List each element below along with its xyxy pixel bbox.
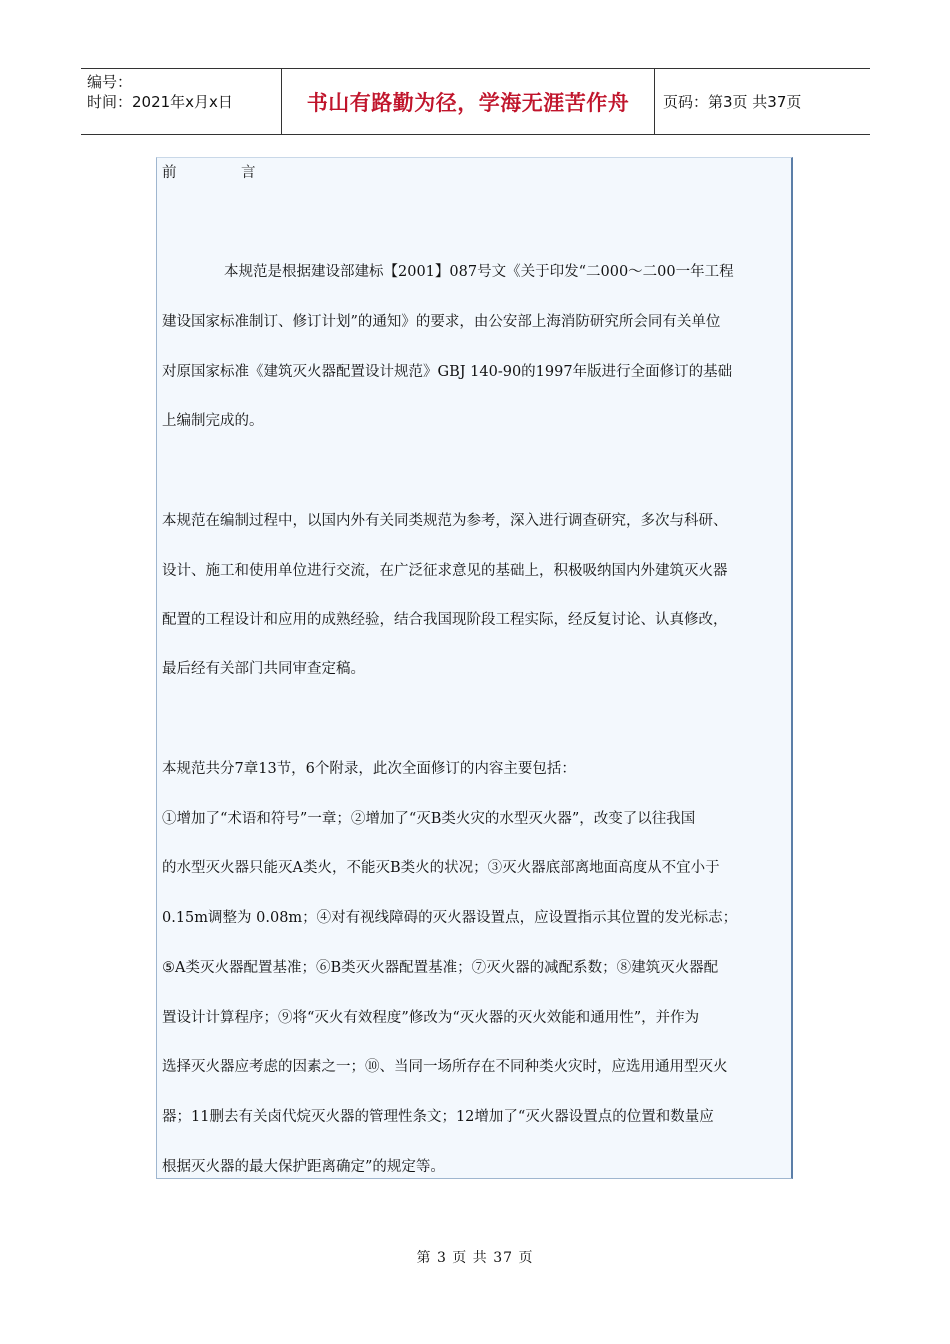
para2-line: 最后经有关部门共同审查定稿。 xyxy=(162,661,365,677)
page-footer xyxy=(0,1247,950,1267)
para3-line: ①增加了“术语和符号”一章；②增加了“灭B类火灾的水型灭火器”，改变了以往我国 xyxy=(162,811,696,827)
serial-label: 编号： xyxy=(87,73,133,91)
heading-char-2: 言 xyxy=(241,165,256,181)
para1-line: 对原国家标准《建筑灭火器配置设计规范》GBJ 140-90的1997年版进行全面修订的基础 xyxy=(162,364,733,380)
para2-line: 配置的工程设计和应用的成熟经验，结合我国现阶段工程实际，经反复讨论、认真修改， xyxy=(162,612,728,628)
page-info-cell xyxy=(655,69,870,134)
content-box xyxy=(156,157,793,1179)
para3-line: 根据灭火器的最大保护距离确定”的规定等。 xyxy=(162,1159,445,1175)
page-info-text: 页码：第3页 共37页 xyxy=(663,93,802,111)
para1-line: 本规范是根据建设部建标【2001】087号文《关于印发“二000～二00一年工程 xyxy=(224,264,734,280)
header-meta-cell xyxy=(81,69,282,134)
para3-line: 器；11删去有关卤代烷灭火器的管理性条文；12增加了“灭火器设置点的位置和数量应 xyxy=(162,1109,714,1125)
header-table xyxy=(81,68,870,135)
para3-line: 本规范共分7章13节，6个附录，此次全面修订的内容主要包括： xyxy=(162,761,576,777)
motto-cell xyxy=(282,69,655,134)
motto-text: 书山有路勤为径，学海无涯苦作舟 xyxy=(306,90,630,115)
para3-line: 的水型灭火器只能灭A类火，不能灭B类火的状况；③灭火器底部离地面高度从不宜小于 xyxy=(162,860,720,876)
para3-line: 选择灭火器应考虑的因素之一；⑩、当同一场所存在不同种类火灾时，应选用通用型灭火 xyxy=(162,1059,728,1075)
para3-line: 0.15m调整为 0.08m；④对有视线障碍的灭火器设置点，应设置指示其位置的发光标志； xyxy=(162,910,738,926)
para1-line: 上编制完成的。 xyxy=(162,413,264,429)
para2-line: 设计、施工和使用单位进行交流，在广泛征求意见的基础上，积极吸纳国内外建筑灭火器 xyxy=(162,563,728,579)
para1-line: 建设国家标准制订、修订计划”的通知》的要求，由公安部上海消防研究所会同有关单位 xyxy=(162,314,721,330)
footer-page-number: 第 3 页 共 37 页 xyxy=(416,1250,534,1266)
para3-line: 置设计计算程序；⑨将“灭火有效程度”修改为“灭火器的灭火效能和通用性”，并作为 xyxy=(162,1010,700,1026)
heading-char-1: 前 xyxy=(162,165,177,181)
time-label: 时间：2021年x月x日 xyxy=(87,93,233,111)
para3-line: ⑤A类灭火器配置基准；⑥B类灭火器配置基准；⑦灭火器的减配系数；⑧建筑灭火器配 xyxy=(162,960,719,976)
para2-line: 本规范在编制过程中，以国内外有关同类规范为参考，深入进行调查研究，多次与科研、 xyxy=(162,513,728,529)
